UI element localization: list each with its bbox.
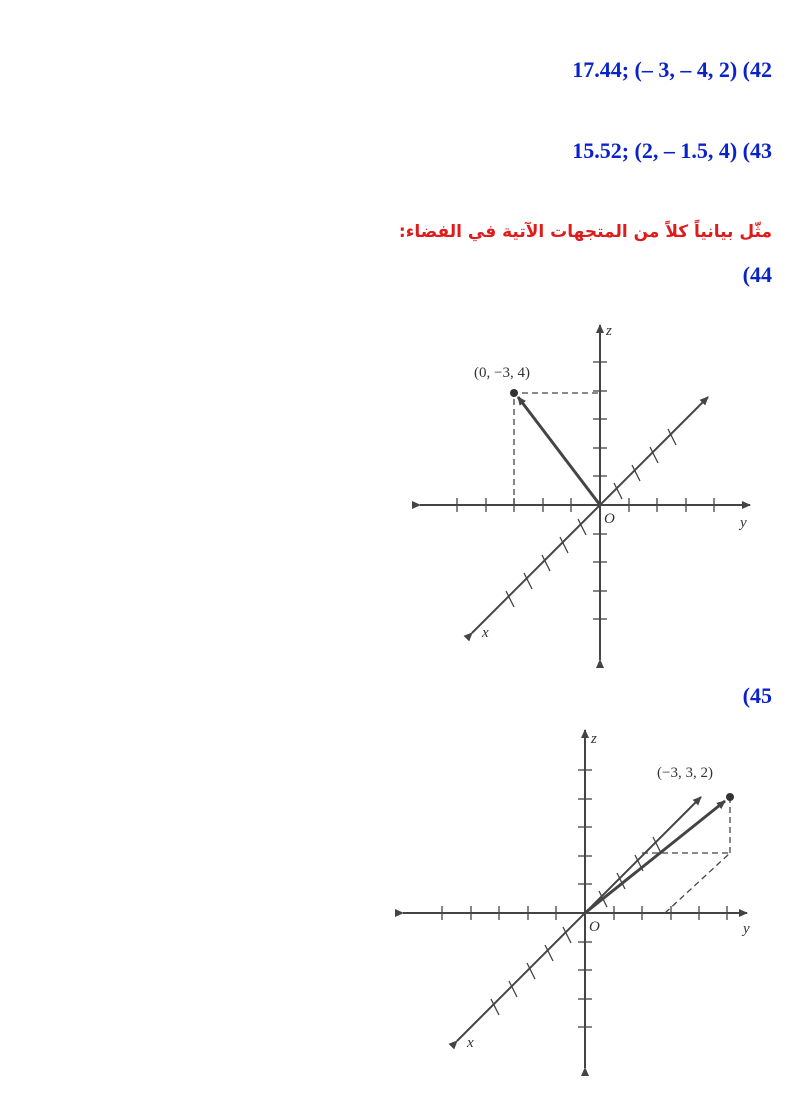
vector-arrow [585,801,725,913]
x-axis [472,397,708,633]
answer-value: 15.52; (2, – 1.5, 4) [572,138,738,163]
question-number: (43 [742,138,772,163]
graph-45 [395,725,775,1075]
x-axis-label: x [482,625,489,641]
vector-endpoint [510,389,518,397]
answer-line-42 [572,57,772,83]
graph-44 [410,315,770,665]
question-number-45: (45 [742,683,772,708]
origin-label: O [589,919,600,935]
x-axis-label: x [467,1035,474,1051]
z-axis-label: z [606,323,612,339]
point-label: (0, −3, 4) [474,365,530,381]
question-number-44: (44 [742,262,772,287]
z-axis-label: z [591,731,597,747]
question-number: (42 [742,57,772,82]
vector-endpoint [726,793,734,801]
y-axis-label: y [740,515,747,531]
answer-value: 17.44; (– 3, – 4, 2) [572,57,738,82]
origin-label: O [604,511,615,527]
instruction-heading: مثّل بيانياً كلاً من المتجهات الآتية في الفضاء: [398,222,772,242]
point-label: (−3, 3, 2) [657,765,713,781]
y-axis-label: y [743,921,750,937]
guide-line-diagonal [665,853,730,913]
vector-arrow [518,397,600,505]
answer-line-43 [572,138,772,164]
